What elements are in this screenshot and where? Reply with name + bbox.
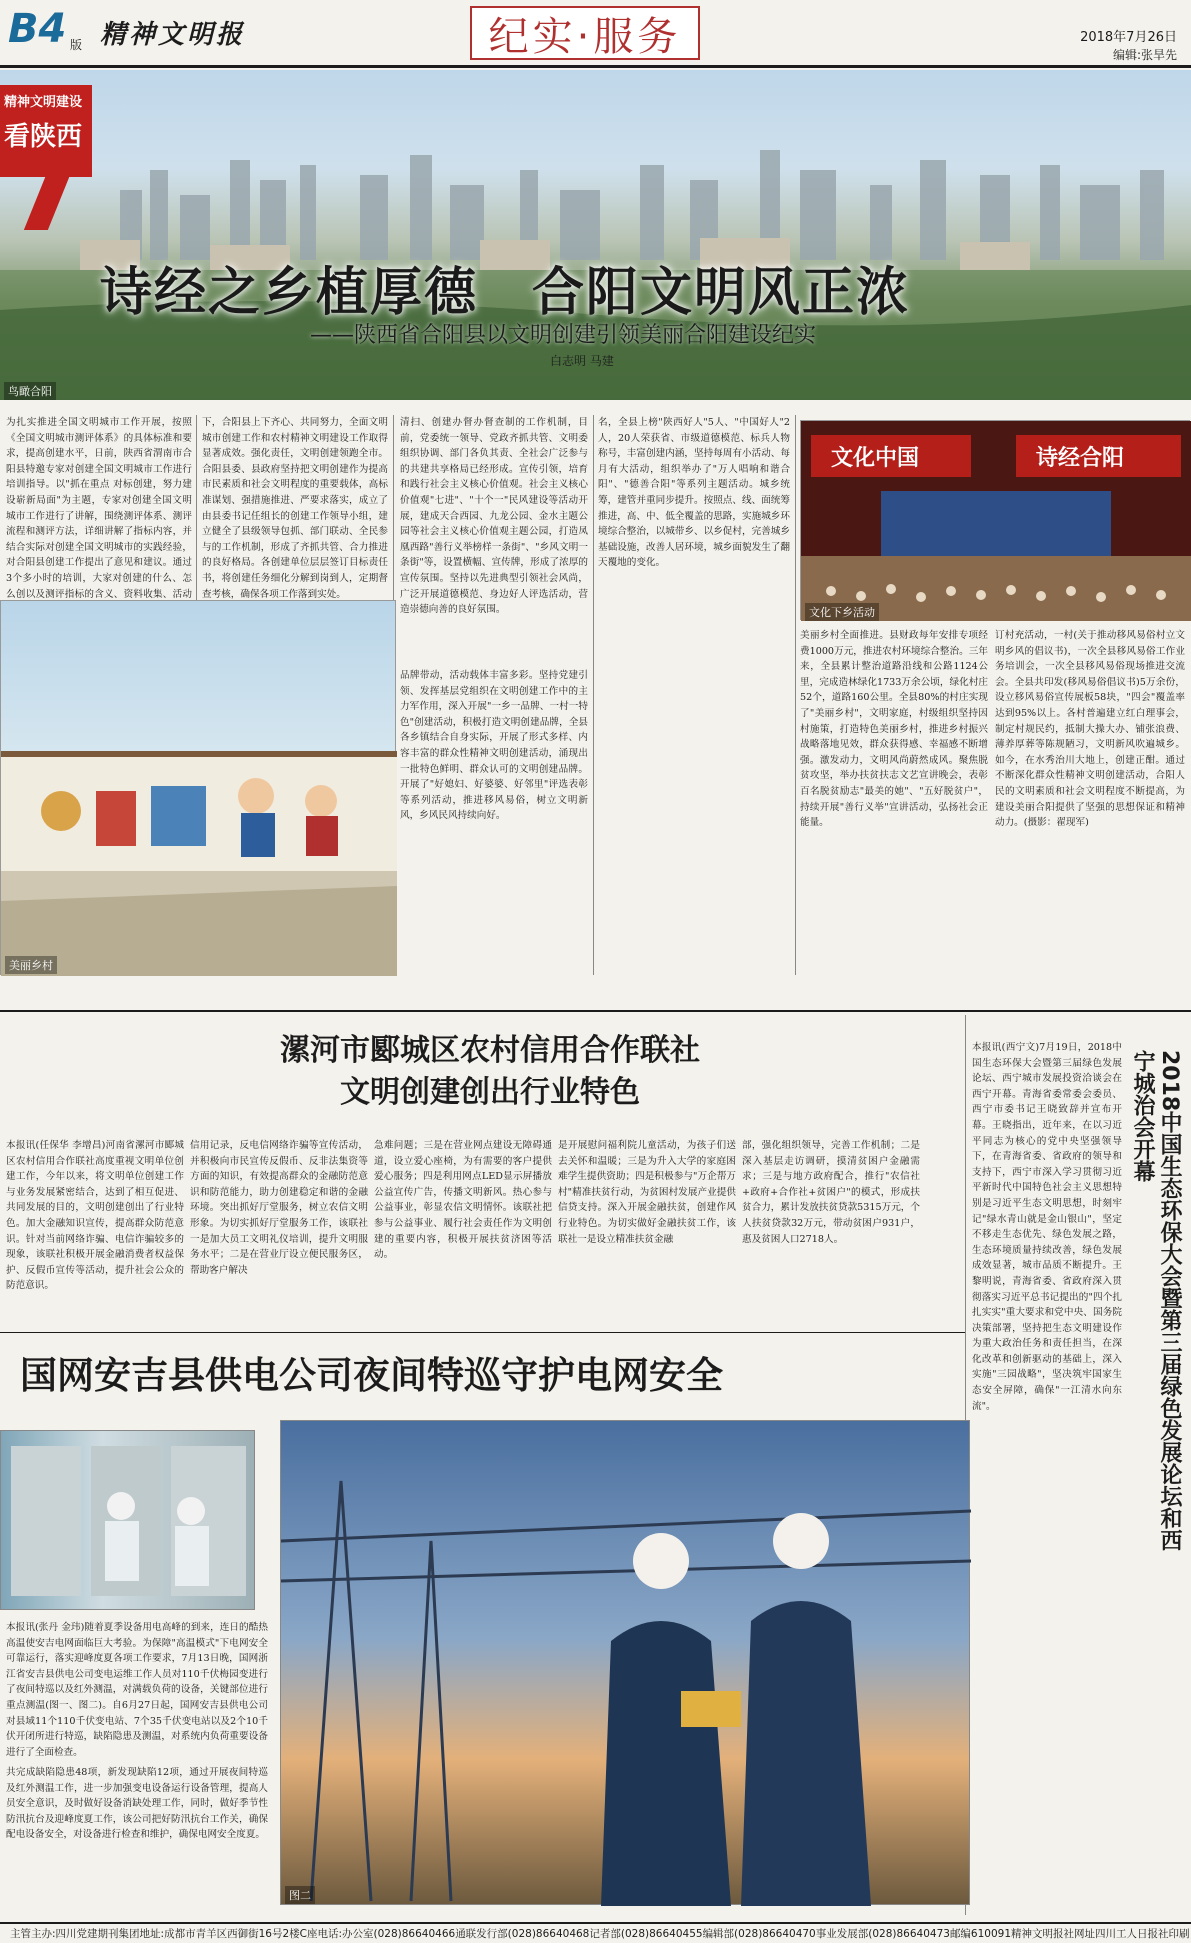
masthead — [0, 0, 1191, 68]
story3-column-1: 本报讯(张丹 金玮)随着夏季设备用电高峰的到来，连日的酷热高温使安吉电网面临巨大考验。为保障"高温模式"下电网安全可靠运行，落实迎峰度夏各项工作要求，7月13日晚，国网浙江省安吉县供电公司变电运维工作人员对110千伏梅园变进行了夜间特巡以及红外测温，对满载负荷的设备，关键部位进行重点测温(图一、图二)。自6月27日起，国网安吉县供电公司对县域11个110千伏变电站、7个35千伏变电站以及2个10千伏开闭所进行特巡，缺陷隐患及测温，对系统内负荷重要设备进行了全面检查。 — [6, 1622, 268, 1758]
footer-development-phone: 事业发展部(028)86640473 — [815, 1928, 950, 1940]
footer-website-link[interactable]: 精神文明报社网址 — [1011, 1928, 1096, 1940]
lead-column-2: 下，合阳县上下齐心、共同努力，全面文明城市创建工作和农村精神文明建设工作取得显著成效。强化责任，文明创建领跑全市。合阳县委、县政府坚持把文明创建作为提高市民素质和社会文明程度的重要载体，高标准谋划、强措施推进、严要求落实，成立了由县委书记任组长的创建工作领导小组，建立健全了县级领导包抓、部门联动、全民参与的工作机制，形成了齐抓共管、合力推进的良好格局。各创建单位层层签订目标责任书，将创建任务细化分解到岗到人，定期督查考核，确保各项工作落到实处。 — [202, 417, 388, 600]
lead-column-4: 品牌带动，活动载体丰富多彩。坚持党建引领、发挥基层党组织在文明创建工作中的主力军作用，深入开展"一乡一品牌、一村一特色"创建活动，积极打造文明创建品牌，全县各乡镇结合自身实际，开展了形式多样、内容丰富的群众性精神文明创建活动，涌现出一批特色鲜明、群众认可的文明创建品牌。开展了"好媳妇、好婆婆、好邻里"评选表彰等系列活动，推进移风易俗，树立文明新风，乡风民风持续向好。 — [400, 670, 588, 822]
section-divider — [0, 1332, 965, 1333]
story2-column-5: 部，强化组织领导，完善工作机制；二是深入基层走访调研，摸清贫困户金融需求；三是与地方政府配合，推行"农信社+政府+合作社+贫困户"的模式，形成扶贫合力，累计发放扶贫贷款5315万元，个人扶贫贷款32万元，带动贫困户931户，惠及贫困人口2718人。 — [742, 1140, 920, 1245]
column-tag-main: 看陕西 — [4, 122, 83, 152]
footer-postcode: 邮编610091 — [949, 1928, 1012, 1940]
lead-headline: 诗经之乡植厚德 合阳文明风正浓 — [100, 263, 911, 323]
story2-column-4: 是开展慰问福利院儿童活动，为孩子们送去关怀和温暖；三是为升入大学的家庭困难学生提供资助；四是积极参与"万企帮万村"精准扶贫行动，为贫困村发展产业提供信贷支持。深入开展金融扶贫，创建作风行业特色。为切实做好金融扶贫工作，该联社一是设立精准扶贫金融 — [558, 1140, 736, 1245]
paper-name: 精神文明报 — [100, 20, 246, 50]
stage-sign-right: 诗经合阳 — [1036, 446, 1125, 471]
editor-credit: 编辑:张旱先 — [1112, 48, 1177, 62]
column-divider — [795, 415, 796, 975]
story2-headline-line1: 漯河市郾城区农村信用合作联社 — [280, 1033, 700, 1068]
footer-publisher: 主管主办:四川党建期刊集团 — [10, 1928, 140, 1940]
hero-caption: 鸟瞰合阳 — [4, 382, 56, 400]
lead-column-3: 清扫、创建办督办督查制的工作机制，目前，党委统一领导、党政齐抓共管、文明委组织协调、部门各负其责、全社会广泛参与的共建共享格局已经形成。宣传引领，培育和践行社会主义核心价值观。社会主义核心价值观"七进"、"十个一"民风建设等活动开展，建成天合西园、九龙公园、金水主题公园等社会主义核心价值观主题公园，打造凤凰西路"善行义举榜样一条街"、"乡风文明一条街"等，设置横幅、宣传牌，形成了浓厚的宣传氛围。坚持以先进典型引领社会风尚，广泛开展道德模范、身边好人评选活动，营造崇德向善的良好氛围。 — [400, 417, 588, 616]
city-skyline-graphic — [0, 70, 1191, 400]
section-title: 纪实·服务 — [470, 6, 700, 60]
footer-reporter-phone: 记者部(028)86640455 — [589, 1928, 703, 1940]
lead-subhead: ——陕西省合阳县以文明创建引领美丽合阳建设纪实 — [310, 323, 817, 348]
story3-column-2: 共完成缺陷隐患48项，新发现缺陷12项，通过开展夜间特巡及红外测温工作，进一步加强变电设备运行设备管理，提高人员安全意识，及时做好设备消缺处理工作，同时，做好季节性防汛抗台及迎峰度夏工作，该公司把好防汛抗台工作关，确保配电设备安全，对设备进行检查和维护，确保电网安全度夏。 — [6, 1767, 268, 1841]
story2-headline — [190, 1030, 790, 1114]
mural-wall-graphic — [1, 601, 397, 976]
issue-date: 2018年7月26日 — [1080, 30, 1177, 45]
section-divider — [0, 1010, 1191, 1012]
mural-caption: 美丽乡村 — [5, 956, 57, 974]
footer-editorial-phone: 编辑部(028)86640470 — [702, 1928, 816, 1940]
mural-photo — [0, 600, 396, 975]
page-number: B4 — [8, 6, 67, 52]
story2-column-1: 本报讯(任保华 李增昌)河南省漯河市郾城区农村信用合作联社高度重视文明单位创建工作，今年以来，将文明单位创建工作与业务发展紧密结合，达到了相互促进、共同发展的目的，文明创建创出了行业特色。加大金融知识宣传，提高群众防范意识。针对当前网络诈骗、电信诈骗较多的现象，该联社积极开展金融消费者权益保护、反假币宣传等活动，提升社会公众的防范意识。 — [6, 1140, 184, 1292]
lead-byline: 白志明 马建 — [550, 354, 614, 368]
column-divider — [593, 415, 594, 975]
page-suffix: 版 — [70, 38, 83, 52]
footer-printer: 四川工人日报社印刷 — [1095, 1928, 1190, 1940]
story3-headline: 国网安吉县供电公司夜间特巡守护电网安全 — [20, 1354, 723, 1397]
photo2-graphic — [281, 1421, 971, 1906]
lead-column-1: 为扎实推进全国文明城市工作开展，按照《全国文明城市测评体系》的具体标准和要求，提高创建水平，日前，陕西省渭南市合阳县特邀专家对创建全国文明城市工作进行培训指导。以"抓在重点 对标创建，努力建设崭新局面"为主题，专家对创建全国文明城市工作进行了讲解，围绕测评体系、测评流程和测评方法，详细讲解了指标内容，并结合实际对创建全国文明城市的实践经验，对合阳县创建工作提出了意见和建议。通过3个多小时的培训，大家对创建的什么、怎么创以及测评指标的含义、资料收集、活动 — [6, 417, 192, 600]
stage-sign-left: 文化中国 — [831, 446, 920, 471]
photo-substation-inspection — [0, 1430, 255, 1610]
stage-caption: 文化下乡活动 — [805, 603, 879, 621]
story2-column-3: 急难问题；三是在营业网点建设无障碍通道，设立爱心座椅，为有需要的客户提供爱心服务；四是利用网点LED显示屏播放公益宣传广告，传播文明新风。热心参与公益事业，彰显农信文明情怀。该联社把参与公益事业、履行社会责任作为文明创建的重要内容，积极开展扶贫济困等活动。 — [374, 1140, 552, 1261]
footer-office-phone: 电话:办公室(028)86640466 — [317, 1928, 456, 1940]
lead-column-5: 名，全县上榜"陕西好人"5人、"中国好人"2人，20人荣获省、市级道德模范、标兵人物称号，丰富创建内涵，坚持每周有小活动、每月有大活动，组织举办了"万人唱响和谐合阳"、"德善合阳"等系列主题活动。城乡统筹，建管并重同步提升。按照点、线、面统筹推进，高、中、低全覆盖的思路，实施城乡环境综合整治，以城带乡、以乡促村，完善城乡基础设施，改善人居环境，城乡面貌发生了翻天覆地的变化。 — [598, 417, 790, 569]
photo1-graphic — [1, 1431, 256, 1611]
stage-photo — [800, 420, 1190, 620]
lead-column-7: 订村充活动，一村(关于推动移风易俗村立文明乡风的倡议书)，一次全县移风易俗工作业务培训会，一次全县移风易俗现场推进交流会。全县共印发(移风易俗倡议书)5万余份，设立移风易俗宣传展板58块，"四会"覆盖率达到95%以上。各村普遍建立红白理事会，制定村规民约，抵制大操大办、铺张浪费、薄养厚葬等陈规陋习，文明新风吹遍城乡。如今，在水秀治川大地上，创建正酣。通过不断深化群众性精神文明创建活动，合阳人民的文明素质和社会文明程度不断提高，为建设美丽合阳提供了坚强的思想保证和精神动力。(摄影：翟现军) — [995, 630, 1185, 829]
column-tag-top: 精神文明建设 — [4, 95, 83, 110]
footer-info-bar — [0, 1922, 1191, 1943]
side-story-text: 本报讯(西宁文)7月19日，2018中国生态环保大会暨第三届绿色发展论坛、西宁城市发展投资洽谈会在西宁开幕。青海省委常委会委员、西宁市委书记王晓致辞并宣布开幕。王晓指出，近年来，在以习近平同志为核心的党中央坚强领导下，在青海省委、省政府的领导和支持下，西宁市深入学习贯彻习近平新时代中国特色社会主义思想特别是习近平生态文明思想，时刻牢记"绿水青山就是金山银山"，坚定不移走生态优先、绿色发展之路，生态环境质量持续改善，绿色发展成效显著，城市品质不断提升。王黎明说，青海省委、省政府深入贯彻落实习近平总书记提出的"四个扎扎实实"重大要求和党中央、国务院决策部署，坚持把生态文明建设作为重大政治任务和责任担当，在深化改革和创新驱动的基础上，深入实施"三园战略"，坚决筑牢国家生态安全屏障，确保"一江清水向东流"。 — [972, 1042, 1122, 1412]
photo2-caption: 图二 — [285, 1886, 315, 1904]
photo-night-patrol — [280, 1420, 970, 1905]
footer-distribution-phone: 通联发行部(028)86640468 — [455, 1928, 590, 1940]
footer-address: 地址:成都市青羊区西御街16号2楼C座 — [139, 1928, 318, 1940]
column-tag — [0, 85, 92, 177]
lead-column-6: 美丽乡村全面推进。县财政每年安排专项经费1000万元，推进农村环境综合整治。三年来，全县累计整治道路沿线和公路1124公里，完成造林绿化1733万余公顷，绿化村庄52个，道路160公里。全县80%的村庄实现了"美丽乡村"，文明家庭，村级组织坚持因村施策，打造特色美丽乡村，推进乡村振兴战略落地见效，群众获得感、幸福感不断增强。激发动力，文明风尚蔚然成风。聚焦脱贫攻坚，举办扶贫扶志文艺宣讲晚会，表彰百名脱贫励志"最美的她"、"五好脱贫户"，持续开展"善行义举"宣讲活动，弘扬社会正能量。 — [800, 630, 988, 829]
story2-headline-line2: 文明创建创出行业特色 — [340, 1075, 640, 1110]
side-story-headline: 2018中国生态环保大会暨第三届绿色发展论坛和西宁城治会开幕 — [1130, 1050, 1182, 1552]
hero-photo — [0, 70, 1191, 400]
story2-column-2: 信用记录，反电信网络诈骗等宣传活动，并积极向市民宣传反假币、反非法集资等方面的知识，有效提高群众的金融防范意识和防范能力，助力创建稳定和谐的金融环境。突出抓好厅堂服务，树立农信文明形象。为切实抓好厅堂服务工作，该联社一是加大员工文明礼仪培训，提升文明服务水平；二是在营业厅设立便民服务区，帮助客户解决 — [190, 1140, 368, 1276]
